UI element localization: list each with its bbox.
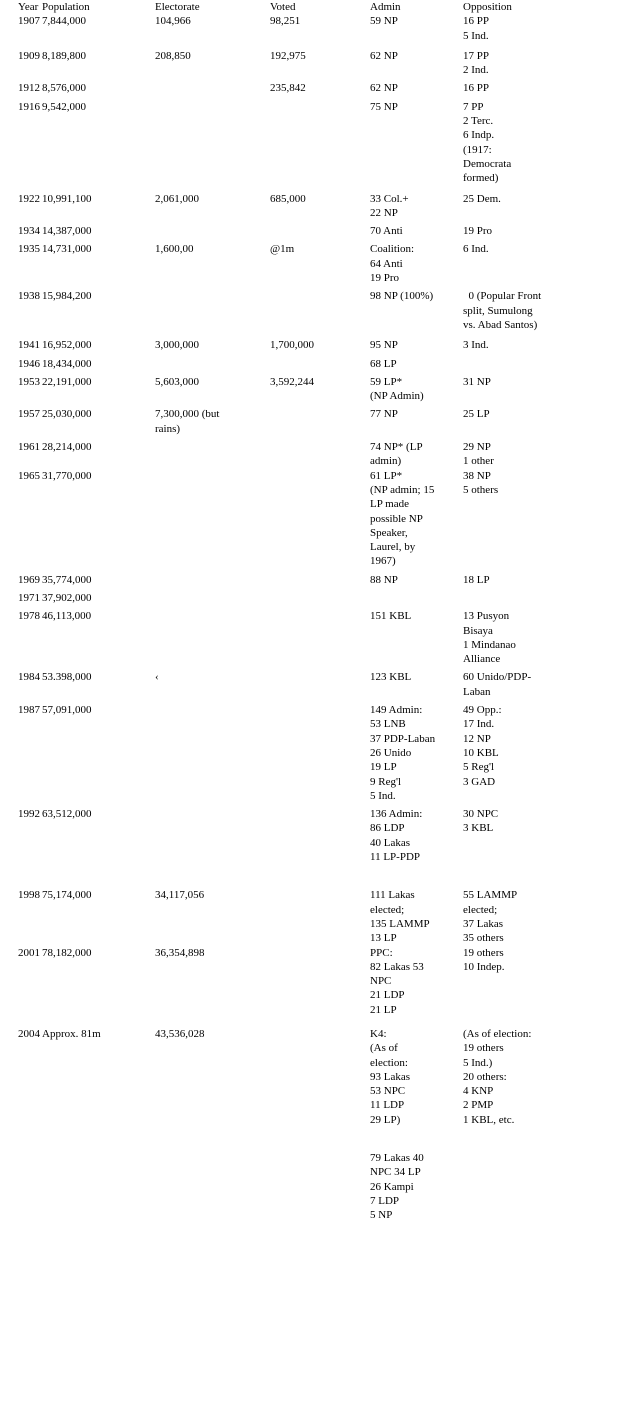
cell-admin: 68 LP [370, 357, 397, 370]
table-row [0, 440, 640, 469]
table-row [0, 192, 640, 225]
cell-electorate [155, 224, 270, 242]
cell-admin: 33 Col.+ 22 NP [370, 192, 409, 219]
cell-year: 1922 [18, 192, 40, 205]
column-header-opposition: Opposition [463, 1, 512, 13]
cell-year: 1965 [18, 469, 40, 482]
cell-population: 31,770,000 [42, 469, 92, 482]
cell-year: 1946 [18, 357, 40, 370]
cell-year: 1978 [18, 610, 40, 623]
cell-voted [270, 591, 370, 609]
cell-population: 57,091,000 [42, 704, 92, 717]
cell-voted: 235,842 [270, 82, 306, 95]
cell-population: 9,542,000 [42, 100, 86, 113]
cell-year: 1987 [18, 704, 40, 717]
cell-admin: 59 NP [370, 15, 398, 28]
cell-population: 35,774,000 [42, 573, 92, 586]
cell-admin: 79 Lakas 40 NPC 34 LP 26 Kampi 7 LDP 5 NP [370, 1152, 424, 1222]
cell-opposition: 55 LAMMP elected; 37 Lakas 35 others [463, 889, 518, 945]
cell-electorate: 3,000,000 [155, 339, 199, 352]
column-header-admin: Admin [370, 1, 401, 13]
cell-opposition: 31 NP [463, 375, 491, 388]
table-row [0, 100, 640, 192]
cell-voted [270, 888, 370, 945]
cell-electorate: 208,850 [155, 49, 191, 62]
table-row [0, 946, 640, 1027]
cell-year: 1916 [18, 100, 40, 113]
table-row [0, 338, 640, 356]
cell-population: 16,952,000 [42, 339, 92, 352]
cell-opposition: 7 PP 2 Terc. 6 Indp. (1917: Democrata formed) [463, 100, 512, 185]
cell-population: 14,731,000 [42, 243, 92, 256]
cell-year: 1998 [18, 889, 40, 902]
cell-voted: 3,592,244 [270, 375, 314, 388]
cell-population: 63,512,000 [42, 808, 92, 821]
cell-admin: 88 NP [370, 573, 398, 586]
cell-opposition: 6 Ind. [463, 243, 489, 256]
cell-voted [270, 807, 370, 888]
table-header [0, 0, 640, 14]
cell-voted [270, 407, 370, 440]
cell-voted [270, 440, 370, 469]
cell-electorate [155, 1151, 270, 1222]
table-row [0, 375, 640, 408]
table-row [0, 242, 640, 289]
cell-population: 28,214,000 [42, 441, 92, 454]
cell-population: 46,113,000 [42, 610, 92, 623]
cell-opposition: 49 Opp.: 17 Ind. 12 NP 10 KBL 5 Reg'l 3 GAD [463, 704, 502, 788]
cell-electorate: 5,603,000 [155, 375, 199, 388]
cell-voted [270, 670, 370, 703]
table-row [0, 591, 640, 609]
cell-admin: PPC: 82 Lakas 53 NPC 21 LDP 21 LP [370, 946, 424, 1016]
cell-electorate [155, 469, 270, 573]
cell-electorate [155, 357, 270, 375]
cell-population: 75,174,000 [42, 889, 92, 902]
cell-year: 1971 [18, 591, 40, 604]
cell-year: 1941 [18, 339, 40, 352]
cell-electorate: 43,536,028 [155, 1028, 205, 1040]
cell-year: 1934 [18, 225, 40, 238]
cell-admin: 136 Admin: 86 LDP 40 Lakas 11 LP-PDP [370, 808, 423, 864]
table-row [0, 888, 640, 945]
cell-admin: 149 Admin: 53 LNB 37 PDP-Laban 26 Unido 19 LP 9 Reg'l 5 Ind. [370, 704, 436, 802]
cell-population: 10,991,100 [42, 192, 92, 205]
cell-admin: 74 NP* (LP admin) [370, 441, 423, 468]
cell-opposition: 17 PP 2 Ind. [463, 49, 489, 77]
cell-electorate [155, 609, 270, 670]
cell-electorate [155, 591, 270, 609]
cell-electorate [155, 807, 270, 888]
cell-voted: 1,700,000 [270, 339, 314, 352]
cell-year: 1907 [18, 15, 40, 28]
cell-admin: 111 Lakas elected; 135 LAMMP 13 LP [370, 889, 430, 945]
cell-year: 1912 [18, 82, 40, 95]
cell-admin: 59 LP* (NP Admin) [370, 375, 424, 403]
cell-opposition [463, 357, 640, 375]
cell-population: 7,844,000 [42, 15, 86, 28]
cell-opposition: 16 PP [463, 82, 489, 95]
cell-voted: @1m [270, 243, 295, 256]
cell-electorate: 34,117,056 [155, 889, 205, 902]
cell-admin: K4: (As of election: 93 Lakas 53 NPC 11 LDP 29 LP) [370, 1028, 411, 1126]
table-row [0, 469, 640, 573]
cell-electorate: 1,600,00 [155, 243, 194, 256]
cell-year: 1961 [18, 441, 40, 454]
cell-opposition: 19 others 10 Indep. [463, 946, 505, 973]
column-header-year: Year [18, 1, 39, 13]
table-body [0, 14, 640, 1222]
cell-opposition: 25 Dem. [463, 192, 501, 205]
cell-voted [270, 573, 370, 591]
cell-opposition: 60 Unido/PDP- Laban [463, 671, 532, 698]
cell-electorate: 36,354,898 [155, 946, 205, 959]
cell-electorate [155, 703, 270, 807]
table-row [0, 1027, 640, 1151]
cell-admin: 70 Anti [370, 225, 403, 238]
cell-population: 8,189,800 [42, 49, 86, 62]
table-row [0, 1151, 640, 1222]
cell-voted [270, 289, 370, 338]
cell-admin: 98 NP (100%) [370, 290, 434, 303]
cell-population: 53.398,000 [42, 671, 92, 684]
cell-voted [270, 469, 370, 573]
cell-admin: 123 KBL [370, 671, 412, 684]
cell-admin: 95 NP [370, 339, 398, 352]
cell-year: 1992 [18, 808, 40, 821]
table-row [0, 14, 640, 49]
cell-voted [270, 609, 370, 670]
cell-year: 1984 [18, 671, 40, 684]
cell-voted: 192,975 [270, 49, 306, 62]
cell-opposition: 25 LP [463, 408, 490, 421]
cell-population [42, 1151, 155, 1222]
cell-year: 1938 [18, 290, 40, 303]
cell-opposition: 3 Ind. [463, 339, 489, 352]
cell-population: 8,576,000 [42, 82, 86, 95]
cell-year: 2004 [18, 1028, 40, 1040]
cell-population: Approx. 81m [42, 1028, 101, 1040]
cell-electorate [155, 289, 270, 338]
cell-electorate: 2,061,000 [155, 192, 199, 205]
table-row [0, 609, 640, 670]
cell-population: 22,191,000 [42, 375, 92, 388]
cell-voted: 685,000 [270, 192, 306, 205]
cell-electorate: 7,300,000 (but rains) [155, 408, 220, 435]
table-row [0, 703, 640, 807]
table-row [0, 807, 640, 888]
table-row [0, 407, 640, 440]
cell-population: 15,984,200 [42, 290, 92, 303]
cell-voted [270, 100, 370, 192]
cell-electorate: ‹ [155, 671, 159, 684]
cell-admin: 62 NP [370, 49, 398, 62]
cell-year: 1969 [18, 573, 40, 586]
cell-voted [270, 946, 370, 1027]
cell-year: 1909 [18, 49, 40, 62]
column-header-electorate: Electorate [155, 1, 200, 13]
cell-opposition [463, 591, 640, 609]
column-header-voted: Voted [270, 1, 296, 13]
table-header-row [0, 0, 640, 14]
cell-electorate [155, 81, 270, 99]
cell-opposition: (As of election: 19 others 5 Ind.) 20 others: 4 KNP 2 PMP 1 KBL, etc. [463, 1028, 532, 1126]
cell-year [0, 1151, 42, 1222]
cell-admin: 61 LP* (NP admin; 15 LP made possible NP Speaker, Laurel, by 1967) [370, 469, 435, 568]
cell-opposition: 19 Pro [463, 225, 493, 238]
cell-opposition: 0 (Popular Front split, Sumulong vs. Abad Santos) [463, 290, 542, 331]
cell-voted [270, 224, 370, 242]
cell-opposition: 38 NP 5 others [463, 469, 499, 496]
cell-opposition [463, 1151, 640, 1222]
column-header-population: Population [42, 1, 90, 13]
cell-admin: 151 KBL [370, 610, 412, 623]
cell-population: 14,387,000 [42, 225, 92, 238]
cell-electorate: 104,966 [155, 15, 191, 28]
cell-year: 1935 [18, 243, 40, 256]
cell-electorate [155, 440, 270, 469]
cell-voted: 98,251 [270, 15, 301, 28]
table-row [0, 289, 640, 338]
cell-electorate [155, 100, 270, 192]
cell-admin: Coalition: 64 Anti 19 Pro [370, 243, 414, 285]
cell-opposition: 13 Pusyon Bisaya 1 Mindanao Alliance [463, 610, 516, 666]
cell-opposition: 29 NP 1 other [463, 441, 494, 468]
table-row [0, 224, 640, 242]
cell-admin: 77 NP [370, 408, 398, 421]
table-row [0, 49, 640, 82]
cell-voted [270, 1151, 370, 1222]
cell-population: 25,030,000 [42, 408, 92, 421]
cell-electorate [155, 573, 270, 591]
cell-admin: 75 NP [370, 100, 398, 113]
cell-voted [270, 357, 370, 375]
cell-population: 18,434,000 [42, 357, 92, 370]
cell-opposition: 16 PP 5 Ind. [463, 15, 489, 42]
cell-opposition: 18 LP [463, 573, 490, 586]
cell-year: 1953 [18, 375, 40, 388]
table-row [0, 81, 640, 99]
cell-admin: 62 NP [370, 82, 398, 95]
table-row [0, 573, 640, 591]
cell-population: 78,182,000 [42, 946, 92, 959]
cell-population: 37,902,000 [42, 591, 92, 604]
cell-voted [270, 1027, 370, 1151]
cell-admin [370, 591, 463, 609]
cell-year: 2001 [18, 946, 40, 959]
cell-opposition: 30 NPC 3 KBL [463, 808, 499, 835]
cell-year: 1957 [18, 408, 40, 421]
table-row [0, 670, 640, 703]
cell-voted [270, 703, 370, 807]
table-row [0, 357, 640, 375]
